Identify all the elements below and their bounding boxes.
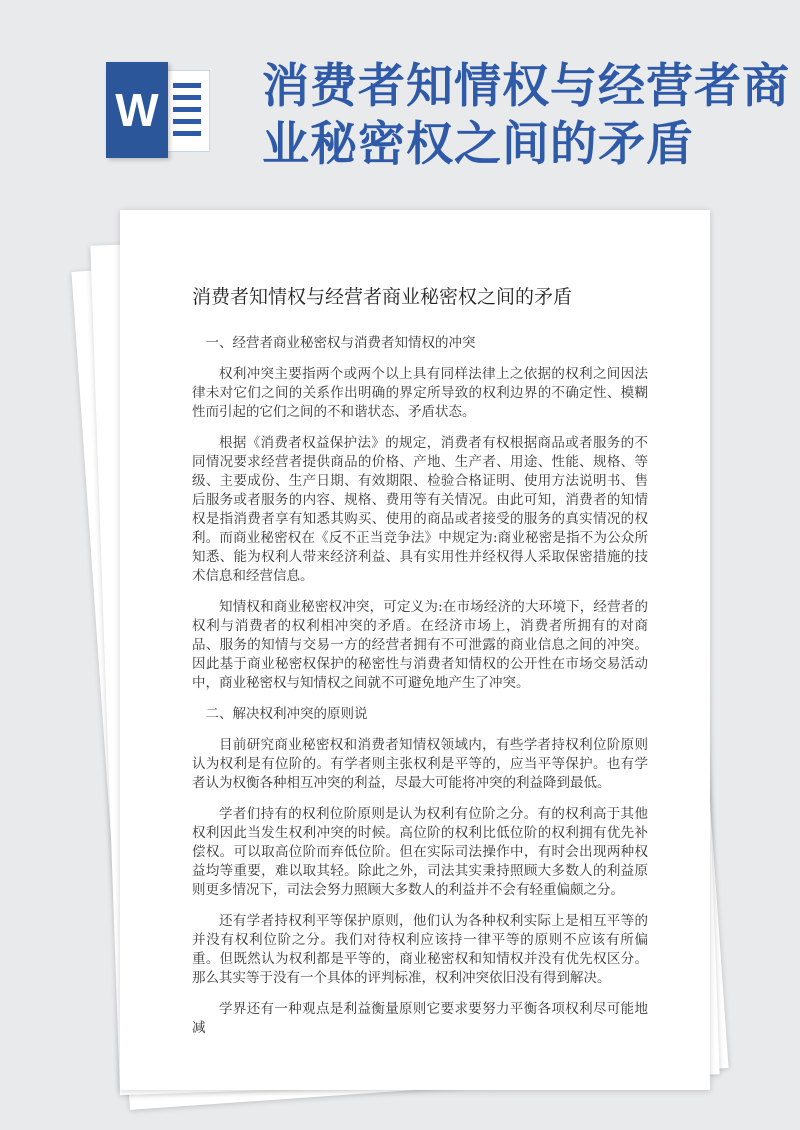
paragraph: 根据《消费者权益保护法》的规定，消费者有权根据商品或者服务的不同情况要求经营者提供商品的价格、产地、生产者、用途、性能、规格、等级、主要成份、生产日期、有效期限、检验合格证明、使用方法说明书、售后服务或者服务的内容、规格、费用等有关情况。由此可知，消费者的知情权是指消费者享有知悉其购买、使用的商品或者接受的服务的真实情况的权利。而商业秘密权在《反不正当竞争法》中规定为:商业秘密是指不为公众所知悉、能为权利人带来经济利益、具有实用性并经权得人采取保密措施的技术信息和经营信息。 [192, 435, 648, 584]
paragraph: 权利冲突主要指两个或两个以上具有同样法律上之依据的权利之间因法律未对它们之间的关系作出明确的界定所导致的权利边界的不确定性、模糊性而引起的它们之间的不和谐状态、矛盾状态。 [192, 366, 648, 420]
word-document-icon [106, 62, 210, 158]
document-body [192, 334, 648, 1050]
document-title: 消费者知情权与经营者商业秘密权之间的矛盾 [192, 286, 573, 308]
paragraph: 学者们持有的权利位阶原则是认为权利有位阶之分。有的权利高于其他权利因此当发生权利冲突的时候。高位阶的权利比低位阶的权利拥有优先补偿权。可以取高位阶而弃低位阶。但在实际司法操作中，有时会出现两种权益均等重要，难以取其轻。除此之外，司法其实秉持照顾大多数人的利益原则更多情况下，司法会努力照顾大多数人的利益并不会有轻重偏颇之分。 [192, 806, 648, 898]
banner-title: 消费者知情权与经营者商业秘密权之间的矛盾 [262, 59, 790, 172]
document-page [120, 210, 710, 1090]
paragraph: 目前研究商业秘密权和消费者知情权领域内，有些学者持权利位阶原则认为权利是有位阶的。有学者则主张权利是平等的，应当平等保护。也有学者认为权衡各种相互冲突的利益，尽最大可能将冲突的利益降到最低。 [192, 737, 648, 791]
section-heading-2: 二、解决权利冲突的原则说 [205, 706, 368, 722]
paragraph: 还有学者持权利平等保护原则，他们认为各种权利实际上是相互平等的并没有权利位阶之分。我们对待权利应该持一律平等的原则不应该有所偏重。但既然认为权利都是平等的，商业秘密权和知情权并没有优先权区分。那么其实等于没有一个具体的评判标准，权利冲突依旧没有得到解决。 [192, 913, 648, 986]
word-badge: W [106, 62, 168, 158]
paragraph: 学界还有一种观点是利益衡量原则它要求要努力平衡各项权利尽可能地减 [192, 1001, 648, 1036]
paragraph: 知情权和商业秘密权冲突，可定义为:在市场经济的大环境下，经营者的权利与消费者的权利相冲突的矛盾。在经济市场上，消费者所拥有的对商品、服务的知情与交易一方的经营者拥有不可泄露的商业信息之间的冲突。因此基于商业秘密权保护的秘密性与消费者知情权的公开性在市场交易活动中，商业秘密权与知情权之间就不可避免地产生了冲突。 [192, 599, 648, 691]
section-heading-1: 一、经营者商业秘密权与消费者知情权的冲突 [205, 335, 476, 351]
